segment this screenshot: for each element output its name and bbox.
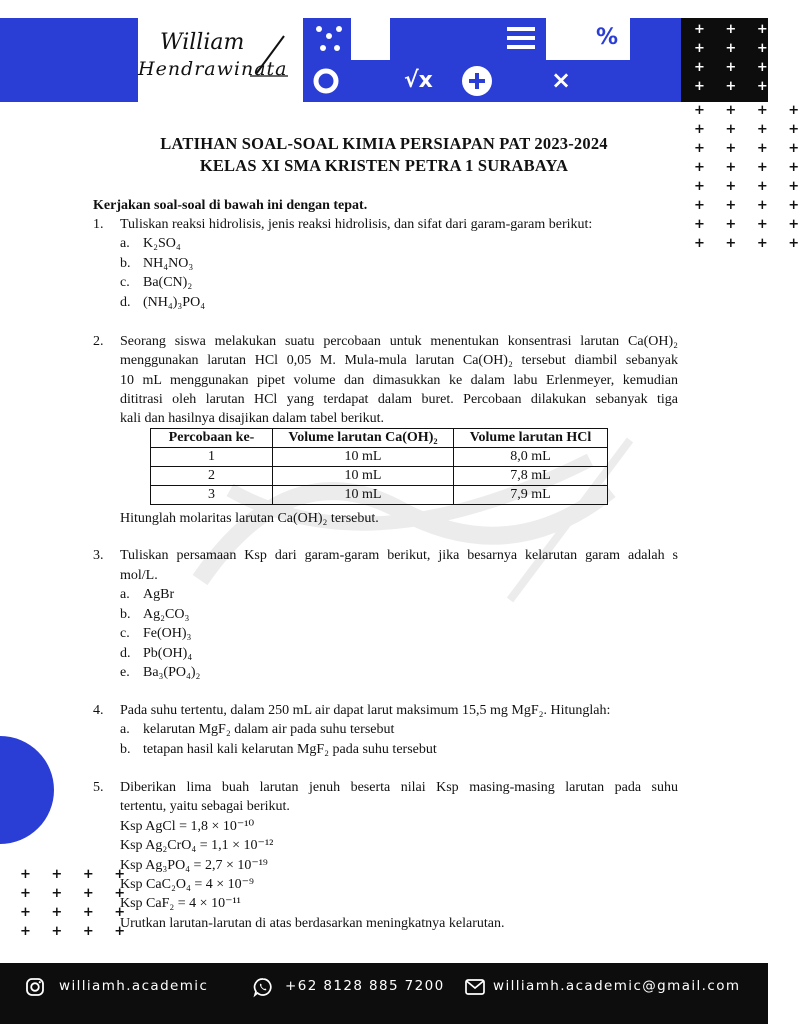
table-header-cell: Volume larutan Ca(OH)₂ — [273, 429, 454, 448]
page-title-line1: LATIHAN SOAL-SOAL KIMIA PERSIAPAN PAT 2023-2024 — [160, 134, 608, 153]
q1-option-text: K₂SO₄ — [143, 236, 181, 251]
table-row — [151, 448, 608, 467]
q4-option-letter: a. — [120, 722, 130, 737]
decorative-semicircle — [0, 736, 56, 844]
plus-grid-left: + + + + + + + + + + + + + + + + — [20, 867, 134, 939]
ksp-value: Ksp Ag₂CrO₄ = 1,1 × 10⁻¹² — [120, 838, 274, 853]
q3-number: 3. — [93, 548, 104, 563]
table-row — [151, 467, 608, 486]
table-cell: 10 mL — [273, 448, 454, 467]
q3-text-line: mol/L. — [120, 568, 158, 583]
footer-phone[interactable]: +62 8128 885 7200 — [285, 978, 445, 994]
q4-number: 4. — [93, 703, 104, 718]
q1-option-letter: c. — [120, 275, 130, 290]
table-header-row — [151, 429, 608, 448]
q1-option-text: Ba(CN)₂ — [143, 275, 193, 290]
table-cell: 8,0 mL — [454, 448, 608, 467]
q3-option-text: Fe(OH)₃ — [143, 626, 192, 641]
q3-option-text: AgBr — [143, 587, 175, 602]
q2-text-line: kali dan hasilnya disajikan dalam tabel berikut. — [120, 411, 384, 426]
q2-text-line: dititrasi oleh larutan HCl yang terdapat dalam buret. Percobaan dilakukan sebanyak tiga — [120, 392, 678, 407]
q2-question: Hitunglah molaritas larutan Ca(OH)₂ tersebut. — [120, 511, 379, 526]
plus-grid-right: + + + + + + + + + + + + + + + + + + + + + + + + + + + + + + + + — [694, 103, 807, 251]
percent-icon: % — [596, 25, 619, 50]
q1-option-letter: b. — [120, 256, 131, 271]
page-title-line2: KELAS XI SMA KRISTEN PETRA 1 SURABAYA — [199, 156, 569, 175]
q3-option-text: Ba₃(PO₄)₂ — [143, 665, 201, 680]
dots-icon — [313, 24, 343, 54]
table-cell: 2 — [151, 467, 273, 486]
q2-text-line: 10 mL menggunakan pipet volume dan dimasukkan ke dalam labu Erlenmeyer, kemudian — [120, 373, 678, 388]
q3-option-text: Ag₂CO₃ — [143, 607, 190, 622]
ksp-value: Ksp Ag₃PO₄ = 2,7 × 10⁻¹⁹ — [120, 858, 268, 873]
q5-text-line: tertentu, yaitu sebagai berikut. — [120, 799, 290, 814]
table-cell: 7,8 mL — [454, 467, 608, 486]
pen-icon — [250, 30, 290, 80]
table-cell: 3 — [151, 486, 273, 505]
ksp-value: Ksp CaF₂ = 4 × 10⁻¹¹ — [120, 896, 241, 911]
q1-option-letter: a. — [120, 236, 130, 251]
q3-option-letter: b. — [120, 607, 131, 622]
q3-option-letter: d. — [120, 646, 131, 661]
table-header-cell: Percobaan ke- — [151, 429, 273, 448]
footer-instagram[interactable]: williamh.academic — [59, 978, 209, 994]
instagram-icon — [25, 977, 45, 997]
plus-circle-icon — [461, 65, 493, 97]
table-header-cell: Volume larutan HCl — [454, 429, 608, 448]
menu-icon — [507, 27, 537, 51]
q2-number: 2. — [93, 334, 104, 349]
q1-option-text: NH₄NO₃ — [143, 256, 194, 271]
q3-text-line: Tuliskan persamaan Ksp dari garam-garam berikut, jika besarnya kelarutan garam adalah s — [120, 548, 678, 563]
q4-option-text: tetapan hasil kali kelarutan MgF₂ pada suhu tersebut — [143, 742, 437, 757]
table-cell: 7,9 mL — [454, 486, 608, 505]
table-cell: 1 — [151, 448, 273, 467]
logo-line1: William — [160, 30, 245, 55]
whatsapp-icon — [253, 977, 273, 997]
q3-option-text: Pb(OH)₄ — [143, 646, 193, 661]
ksp-value: Ksp AgCl = 1,8 × 10⁻¹⁰ — [120, 819, 255, 834]
titration-table — [150, 428, 608, 505]
q3-option-letter: c. — [120, 626, 130, 641]
logo — [138, 26, 298, 96]
q5-text-line: Diberikan lima buah larutan jenuh beserta nilai Ksp masing-masing larutan pada suhu — [120, 780, 678, 795]
ksp-value: Ksp CaC₂O₄ = 4 × 10⁻⁹ — [120, 877, 254, 892]
q4-option-text: kelarutan MgF₂ dalam air pada suhu tersebut — [143, 722, 395, 737]
q3-option-letter: e. — [120, 665, 130, 680]
q5-number: 5. — [93, 780, 104, 795]
circle-icon — [311, 66, 341, 96]
email-icon — [465, 979, 485, 995]
q1-number: 1. — [93, 217, 104, 232]
q1-option-text: (NH₄)₃PO₄ — [143, 295, 206, 310]
q3-option-letter: a. — [120, 587, 130, 602]
q1-option-letter: d. — [120, 295, 131, 310]
q1-text: Tuliskan reaksi hidrolisis, jenis reaksi hidrolisis, dan sifat dari garam-garam berikut: — [120, 217, 593, 232]
table-cell: 10 mL — [273, 486, 454, 505]
q4-option-letter: b. — [120, 742, 131, 757]
sqrt-icon: √x — [404, 68, 433, 93]
plus-grid-top: + + + + + + + + + + + + + + + + — [694, 22, 807, 94]
footer-email[interactable]: williamh.academic@gmail.com — [493, 978, 741, 994]
table-row — [151, 486, 608, 505]
q2-text-line: Seorang siswa melakukan suatu percobaan untuk menentukan konsentrasi larutan Ca(OH)₂ — [120, 334, 678, 349]
q5-question: Urutkan larutan-larutan di atas berdasarkan meningkatnya kelarutan. — [120, 916, 505, 931]
logo-line2: Hendrawinata — [138, 58, 288, 80]
q2-text-line: menggunakan larutan HCl 0,05 M. Mula-mula larutan Ca(OH)₂ tersebut diambil sebanyak — [120, 353, 678, 368]
multiply-icon: × — [551, 66, 572, 94]
q4-text: Pada suhu tertentu, dalam 250 mL air dapat larut maksimum 15,5 mg MgF₂. Hitunglah: — [120, 703, 611, 718]
table-cell: 10 mL — [273, 467, 454, 486]
instruction: Kerjakan soal-soal di bawah ini dengan tepat. — [93, 198, 368, 213]
